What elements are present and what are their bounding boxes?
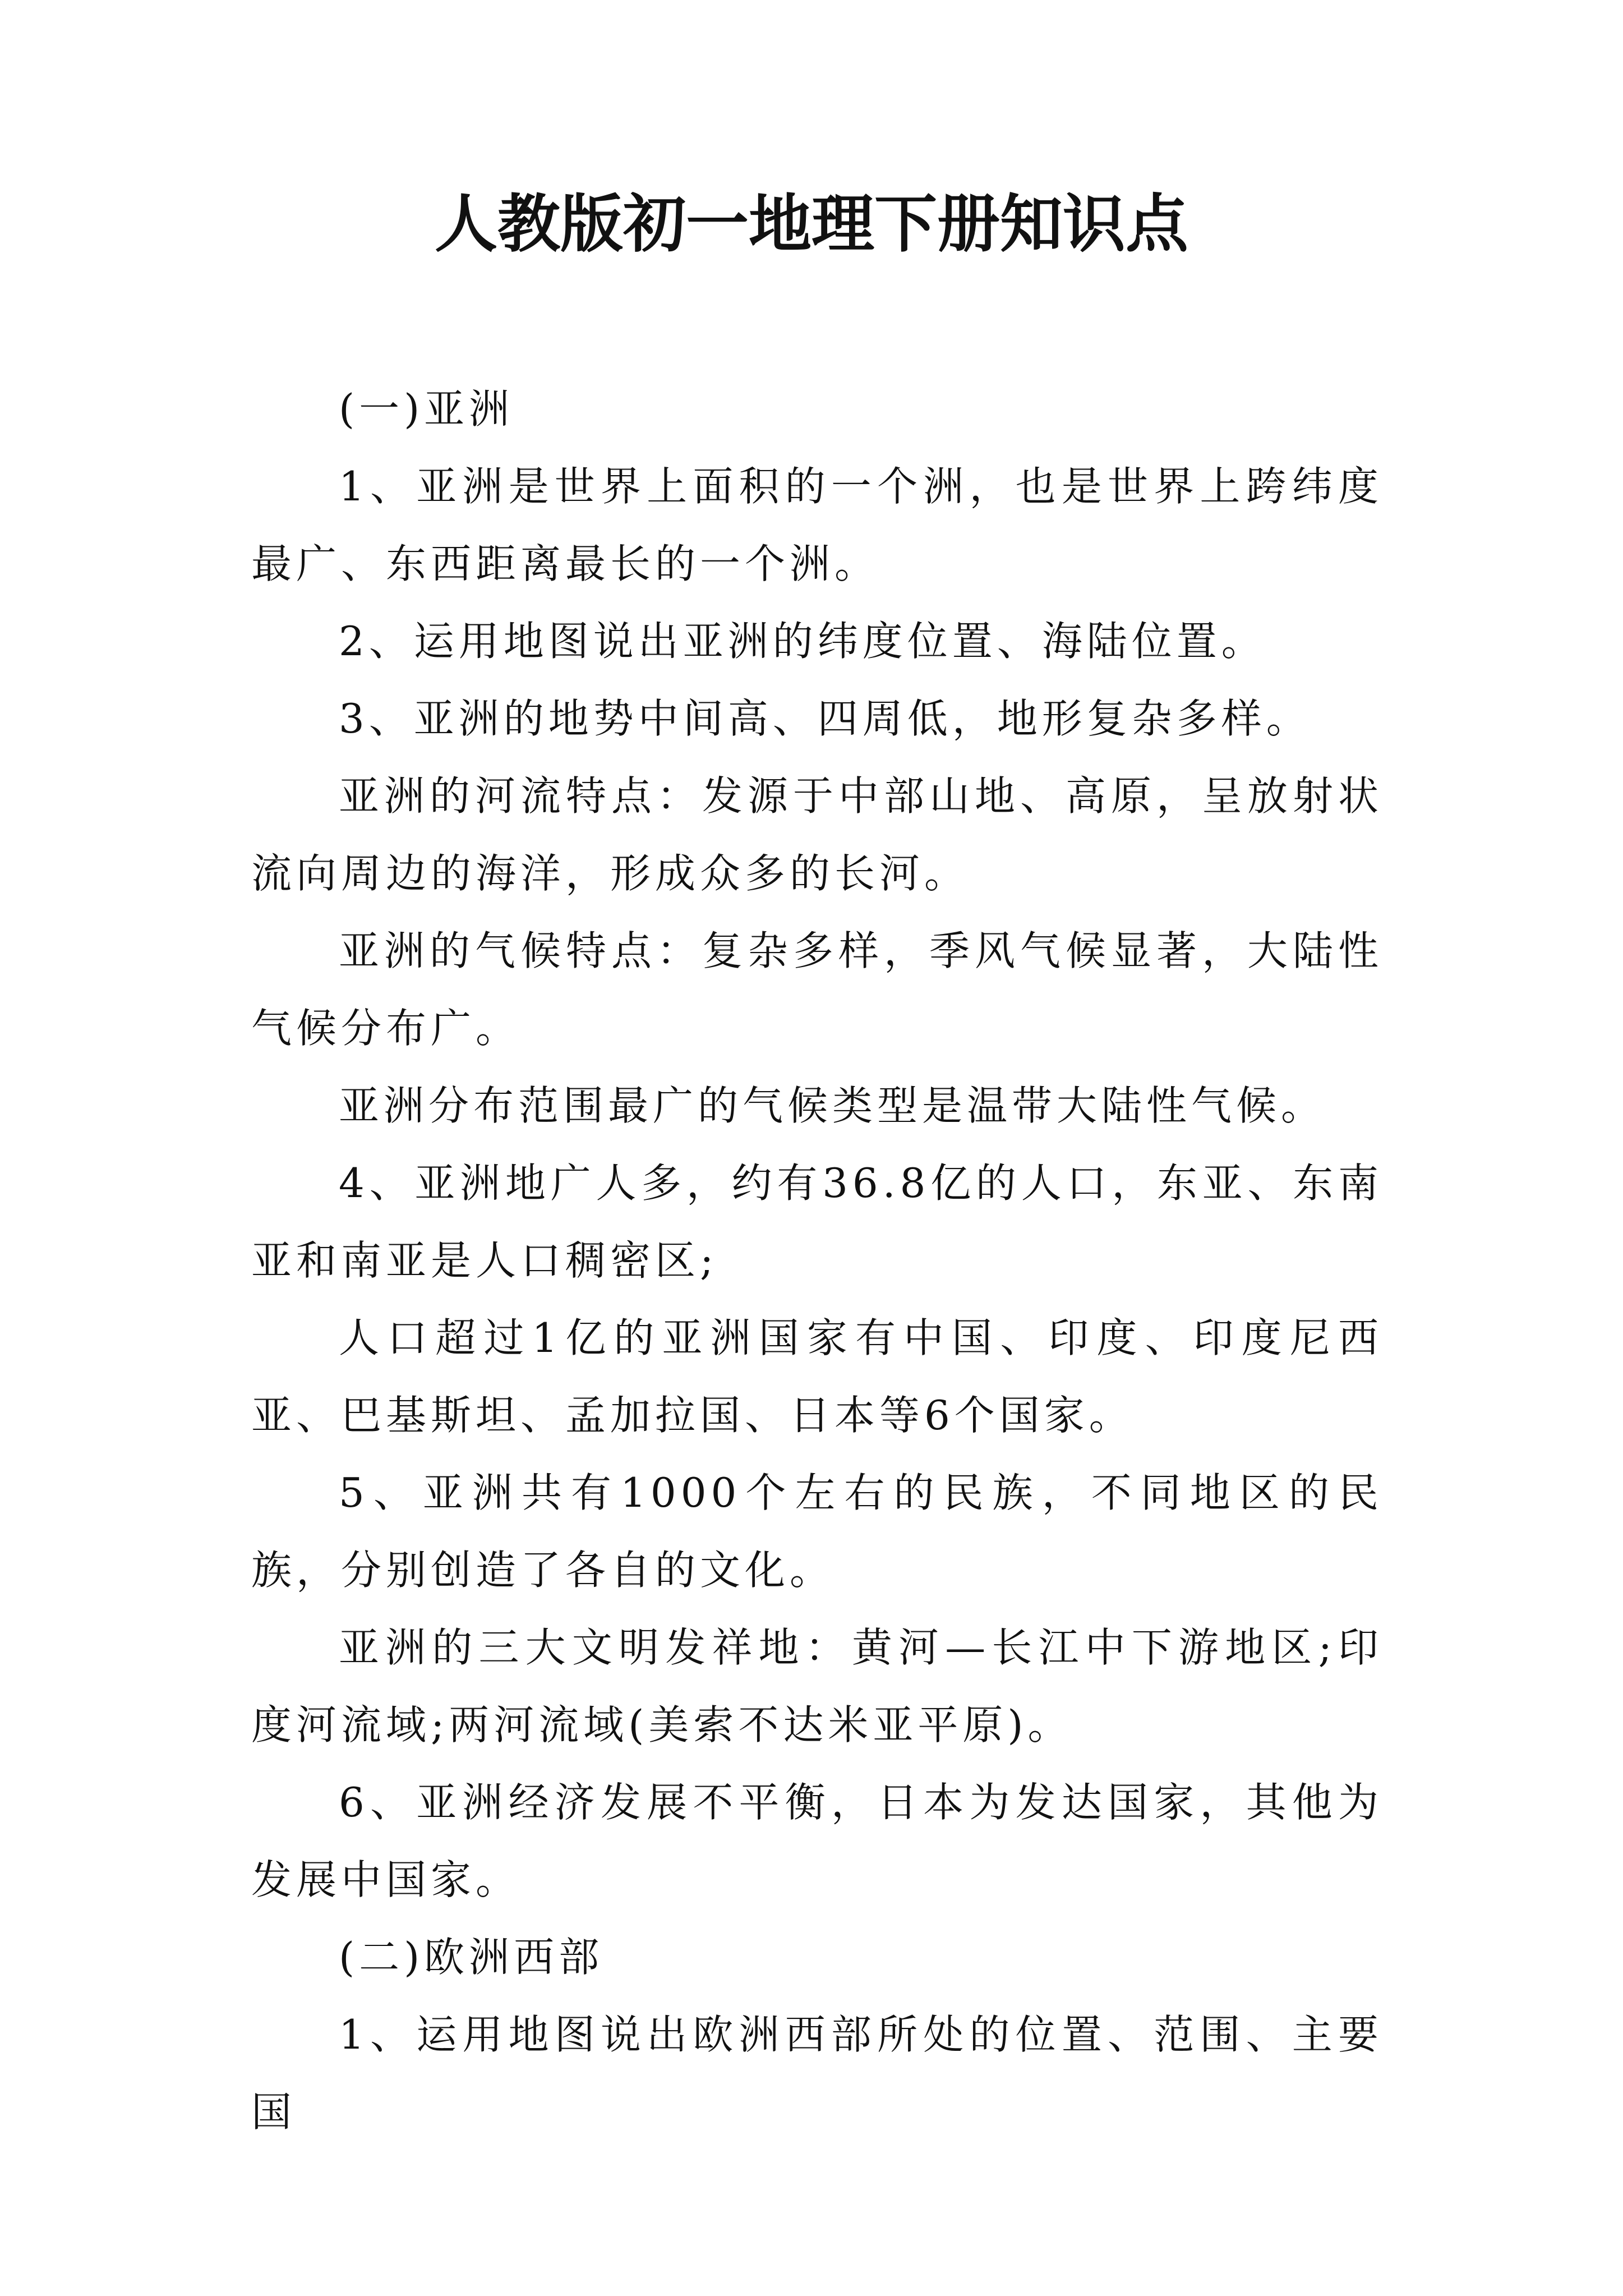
document-body bbox=[251, 370, 1383, 2151]
paragraph: 1、亚洲是世界上面积的一个洲，也是世界上跨纬度最广、东西距离最长的一个洲。 bbox=[251, 463, 1383, 587]
paragraph: 亚洲分布范围最广的气候类型是温带大陆性气候。 bbox=[339, 1082, 1326, 1129]
paragraph: 2、运用地图说出亚洲的纬度位置、海陆位置。 bbox=[339, 618, 1266, 665]
paragraph: 6、亚洲经济发展不平衡，日本为发达国家，其他为发展中国家。 bbox=[251, 1779, 1383, 1903]
paragraph: 4、亚洲地广人多，约有36.8亿的人口，东亚、东南亚和南亚是人口稠密区; bbox=[251, 1159, 1383, 1284]
paragraph: 亚洲的河流特点：发源于中部山地、高原，呈放射状流向周边的海洋，形成众多的长河。 bbox=[251, 772, 1383, 897]
paragraph: 1、运用地图说出欧洲西部所处的位置、范围、主要国 bbox=[251, 2011, 1383, 2136]
section-heading-asia: (一)亚洲 bbox=[339, 385, 514, 432]
paragraph: 5、亚洲共有1000个左右的民族，不同地区的民族，分别创造了各自的文化。 bbox=[251, 1469, 1383, 1594]
paragraph: 3、亚洲的地势中间高、四周低，地形复杂多样。 bbox=[339, 695, 1311, 742]
paragraph: 亚洲的气候特点：复杂多样，季风气候显著，大陆性气候分布广。 bbox=[251, 927, 1383, 1052]
paragraph: 人口超过1亿的亚洲国家有中国、印度、印度尼西亚、巴基斯坦、孟加拉国、日本等6个国家。 bbox=[251, 1314, 1383, 1439]
section-heading-western-europe: (二)欧洲西部 bbox=[339, 1934, 604, 1981]
paragraph: 亚洲的三大文明发祥地：黄河—长江中下游地区;印度河流域;两河流域(美索不达米亚平原)。 bbox=[251, 1624, 1383, 1749]
document-title: 人教版初一地理下册知识点 bbox=[435, 187, 1188, 261]
